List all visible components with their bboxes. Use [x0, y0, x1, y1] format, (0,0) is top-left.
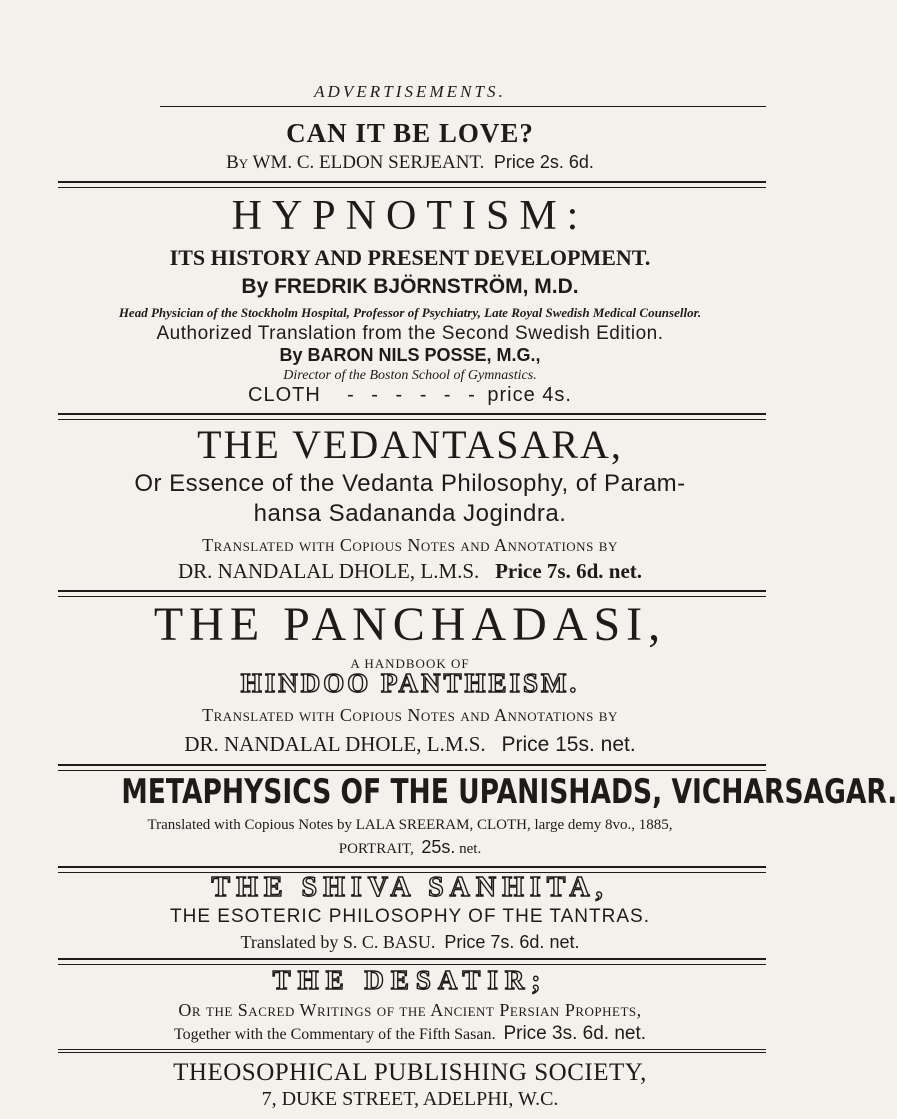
translator-description: Director of the Boston School of Gymnastics.: [283, 368, 537, 383]
ad-subtitle: ITS HISTORY AND PRESENT DEVELOPMENT.: [169, 245, 651, 270]
ad-title-metaphysics-wrap: [40, 772, 897, 812]
leader-dashes: - - - - - -: [347, 384, 481, 406]
translation-note: Authorized Translation from the Second Swedish Edition.: [156, 323, 664, 344]
price-suffix: net.: [459, 841, 482, 857]
price: Price 3s. 6d. net.: [503, 1023, 647, 1044]
divider: [58, 1052, 766, 1053]
translator: DR. NANDALAL DHOLE, L.M.S.: [177, 559, 480, 583]
divider: [58, 958, 766, 965]
ad-subject: HINDOO PANTHEISM.: [240, 668, 580, 698]
ad-byline: [40, 152, 780, 174]
author-description: Head Physician of the Stockholm Hospital, Professor of Psychiatry, Late Royal Swedish Medical Counsellor.: [118, 305, 702, 320]
ad-title-vedantasara: THE VEDANTASARA,: [197, 422, 623, 467]
divider: [58, 1049, 766, 1050]
ad-details-line2: [40, 837, 780, 858]
page-header: ADVERTISEMENTS.: [314, 82, 506, 101]
translator: Translated by S. C. BASU.: [240, 932, 436, 952]
commentary-note: Together with the Commentary of the Fifth Sasan.: [173, 1026, 496, 1043]
ad-subtitle-line1: Or Essence of the Vedanta Philosophy, of Param-: [134, 470, 686, 497]
handbook-label: A HANDBOOK OF: [350, 656, 470, 671]
ad-title-metaphysics: METAPHYSICS OF THE UPANISHADS, VICHARSAGAR.: [121, 772, 897, 812]
price: price 4s.: [487, 384, 572, 406]
ad-title-hypnotism: HYPNOTISM:: [231, 193, 589, 239]
price: Price 7s. 6d. net.: [444, 932, 580, 952]
divider: [160, 106, 766, 107]
author-name: By WM. C. ELDON SERJEANT.: [226, 152, 485, 173]
ad-subtitle: Or the Sacred Writings of the Ancient Persian Prophets,: [178, 1000, 642, 1020]
binding: CLOTH: [248, 384, 321, 406]
ad-title-can-it-be-love: CAN IT BE LOVE?: [286, 118, 534, 148]
ad-title-desatir: THE DESATIR;: [272, 965, 548, 995]
translator: DR. NANDALAL DHOLE, L.M.S.: [184, 732, 486, 756]
translator: By BARON NILS POSSE, M.G.,: [279, 345, 541, 365]
ad-title-shiva-sanhita: THE SHIVA SANHITA,: [211, 872, 609, 903]
translation-note: Translated with Copious Notes and Annotations by: [202, 535, 618, 555]
price: Price 7s. 6d. net.: [495, 559, 643, 583]
ad-author: By FREDRIK BJÖRNSTRÖM, M.D.: [241, 275, 579, 298]
translation-note: Translated with Copious Notes and Annotations by: [202, 705, 618, 725]
binding-price-line: [40, 384, 780, 407]
divider: [58, 764, 766, 771]
commentary-price-line: [40, 1023, 780, 1045]
publisher-address: 7, DUKE STREET, ADELPHI, W.C.: [261, 1088, 559, 1110]
translator-price-line: [40, 932, 780, 953]
ad-subtitle: THE ESOTERIC PHILOSOPHY OF THE TANTRAS.: [170, 906, 650, 927]
publisher-name: THEOSOPHICAL PUBLISHING SOCIETY,: [173, 1059, 647, 1086]
price: Price 2s. 6d.: [493, 152, 594, 172]
ad-title-panchadasi: THE PANCHADASI,: [153, 598, 667, 651]
ad-subtitle-line2: hansa Sadananda Jogindra.: [253, 500, 567, 527]
format-note: PORTRAIT,: [338, 841, 414, 857]
price: 25s.: [421, 837, 456, 857]
translator-price-line: [40, 732, 780, 757]
divider: [58, 413, 766, 420]
translator-price-line: [40, 559, 780, 584]
divider: [58, 181, 766, 188]
ad-details-line1: Translated with Copious Notes by LALA SREERAM, CLOTH, large demy 8vo., 1885,: [147, 817, 673, 833]
price: Price 15s. net.: [501, 733, 636, 756]
divider: [58, 590, 766, 597]
